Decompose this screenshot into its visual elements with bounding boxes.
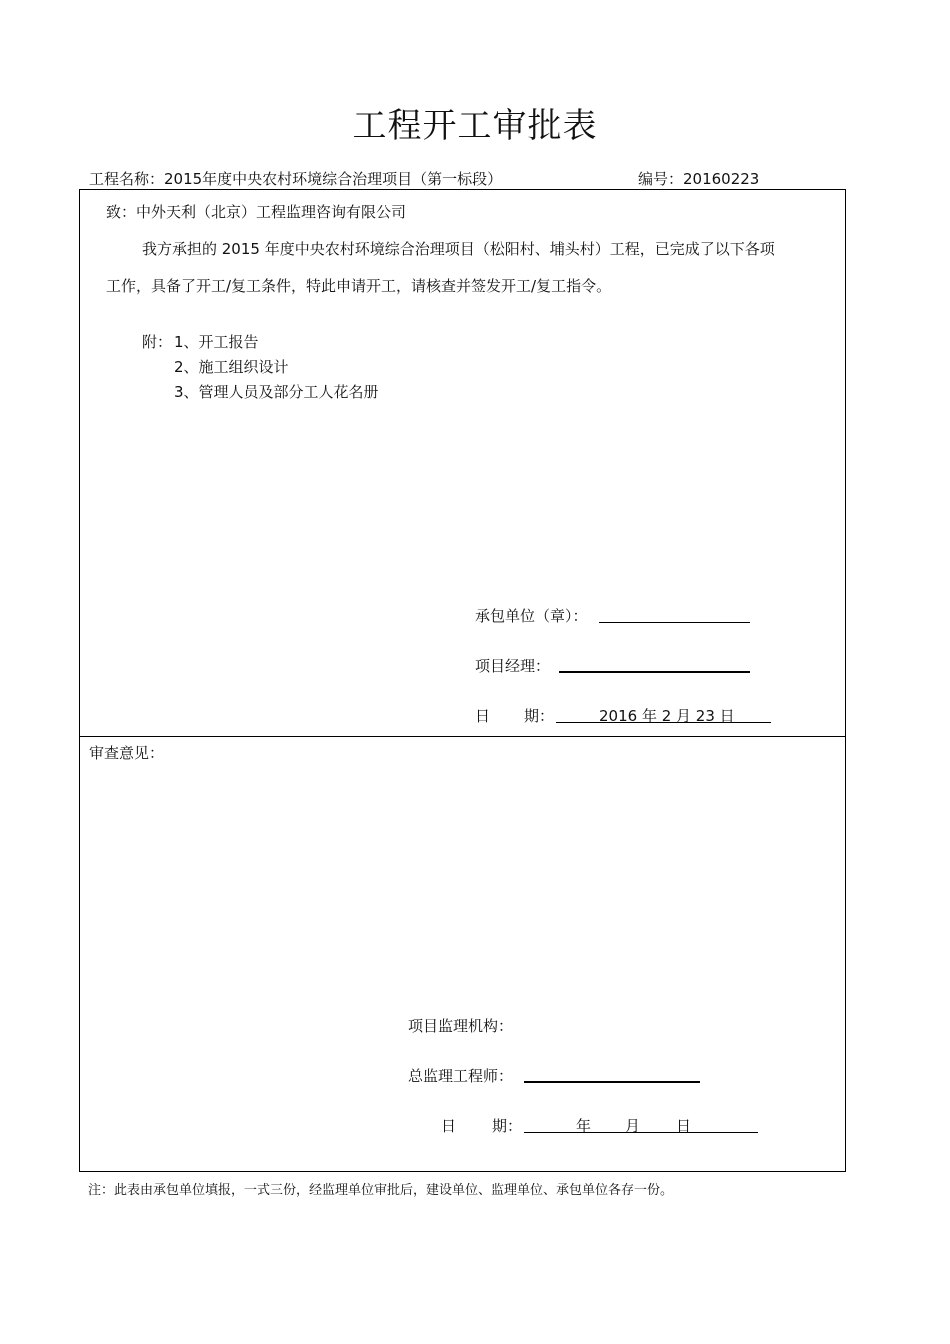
footnote: 注：此表由承包单位填报，一式三份，经监理单位审批后，建设单位、监理单位、承包单位各存一份。: [88, 1183, 674, 1198]
review-date-label-1: 日: [441, 1117, 457, 1135]
attachment-item: 3、管理人员及部分工人花名册: [174, 383, 379, 401]
addressee: 致：中外天利（北京）工程监理咨询有限公司: [106, 203, 407, 221]
project-name: 工程名称：2015年度中央农村环境综合治理项目（第一标段）: [89, 170, 503, 188]
review-date-day: 日: [676, 1117, 692, 1135]
contractor-seal-label: 承包单位（章）：: [475, 607, 588, 625]
review-date-month: 月: [625, 1117, 641, 1135]
date-label-2: 期：: [524, 707, 555, 725]
page-title: 工程开工审批表: [352, 106, 598, 146]
application-body-line-2: 工作，具备了开工/复工条件，特此申请开工，请核查并签发开工/复工指令。: [106, 277, 612, 295]
attachments-prefix: 附：: [142, 333, 173, 351]
chief-engineer-label: 总监理工程师：: [408, 1067, 514, 1085]
review-opinion-label: 审查意见：: [89, 744, 165, 762]
chief-engineer-field[interactable]: [524, 1065, 700, 1083]
project-manager-field[interactable]: [559, 655, 750, 673]
form-number: 编号：20160223: [638, 170, 760, 188]
application-body-line-1: 我方承担的 2015 年度中央农村环境综合治理项目（松阳村、埔头村）工程，已完成了以下各项: [142, 240, 775, 258]
attachment-item: 2、施工组织设计: [174, 358, 289, 376]
review-section: [79, 736, 846, 1172]
review-date-field[interactable]: [524, 1115, 758, 1133]
review-date-label-2: 期：: [492, 1117, 523, 1135]
project-manager-label: 项目经理：: [475, 657, 551, 675]
attachment-item: 1、开工报告: [174, 333, 259, 351]
contractor-seal-field[interactable]: [599, 606, 750, 623]
review-date-year: 年: [576, 1117, 592, 1135]
date-label-1: 日: [475, 707, 491, 725]
supervision-org-label: 项目监理机构：: [408, 1017, 514, 1035]
application-date-value: 2016 年 2 月 23 日: [599, 707, 735, 725]
